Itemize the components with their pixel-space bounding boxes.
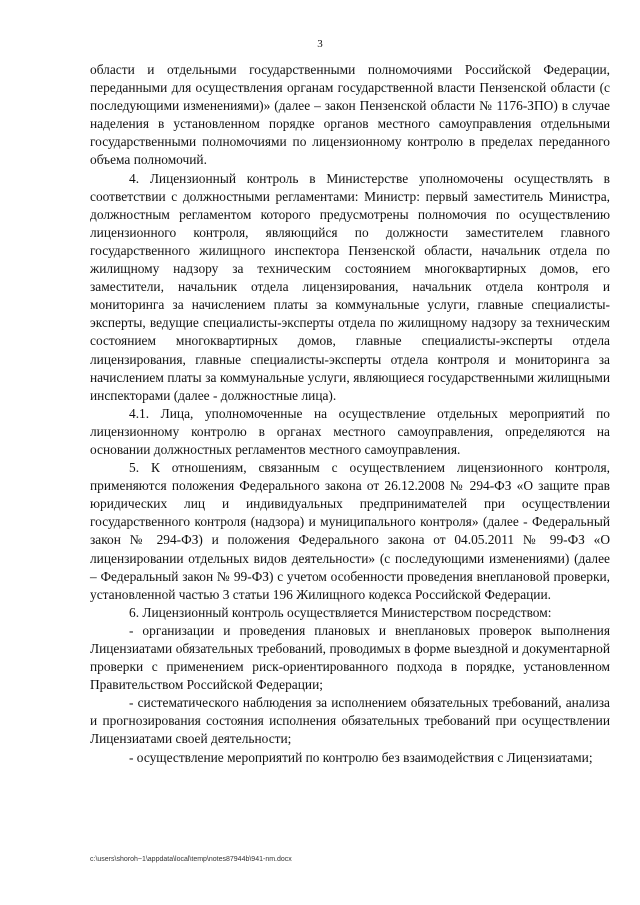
paragraph-closing-previous: области и отдельными государственными полномочиями Российской Федерации, переданными для осуществления органам государственной власти Пензенской области (с последующими изменениями)» (далее – закон Пензенской области № 1176-ЗПО) в случае наделения в установленном порядке органов местного самоуправления отдельными государственными полномочиями по лицензионному контролю в пределах переданного объема полномочий.	[90, 62, 610, 168]
paragraph-4: 4. Лицензионный контроль в Министерстве уполномочены осуществлять в соответствии с должностными регламентами: Министр: первый заместитель Министра, должностным регламентом которого предусмотрены полномочия по осуществлению лицензионного контроля, являющийся по должности заместителем главного государственного жилищного инспектора Пензенской области, начальник отдела по жилищному надзору за техническим состоянием многоквартирных домов, его заместители, начальник отдела лицензирования, начальник отдела контроля и мониторинга за начислением платы за коммунальные услуги, главные специалисты-эксперты, ведущие специалисты-эксперты отдела по жилищному надзору за техническим состоянием многоквартирных домов, главные специалисты-эксперты отдела лицензирования, главные специалисты-эксперты отдела контроля и мониторинга за начислением платы за коммунальные услуги, являющиеся государственными жилищными инспекторами (далее - должностные лица).	[90, 170, 610, 403]
list-item-no-interaction: - осуществление мероприятий по контролю без взаимодействия с Лицензиатами;	[129, 749, 593, 765]
page-number: 3	[317, 38, 323, 50]
list-item-monitoring: - систематического наблюдения за исполнением обязательных требований, анализа и прогнозирования состояния исполнения обязательных требований при осуществлении Лицензиатами своей деятельности;	[90, 695, 610, 747]
file-path-footer: c:\users\shoroh~1\appdata\local\temp\notes87944b\941-nm.docx	[90, 856, 292, 863]
paragraph-5: 5. К отношениям, связанным с осуществлением лицензионного контроля, применяются положения Федерального закона от 26.12.2008 № 294-ФЗ «О защите прав юридических лиц и индивидуальных предпринимателей при осуществлении государственного контроля (надзора) и муниципального контроля» (далее - Федеральный закон № 294-ФЗ) и положения Федерального закона от 04.05.2011 № 99-ФЗ «О лицензировании отдельных видов деятельности» (с последующими изменениями) (далее – Федеральный закон № 99-ФЗ) с учетом особенности проведения внеплановой проверки, установленной частью 3 статьи 196 Жилищного кодекса Российской Федерации.	[90, 460, 610, 602]
list-item-inspections: - организации и проведения плановых и внеплановых проверок выполнения Лицензиатами обязательных требований, проводимых в форме выездной и документарной проверки с применением риск-ориентированного подхода в порядке, установленном Правительством Российской Федерации;	[90, 622, 610, 693]
paragraph-6: 6. Лицензионный контроль осуществляется Министерством посредством:	[129, 604, 552, 620]
document-body	[90, 61, 610, 767]
paragraph-4-1: 4.1. Лица, уполномоченные на осуществление отдельных мероприятий по лицензионному контролю в органах местного самоуправления, определяются на основании должностных регламентов местного самоуправления.	[90, 405, 610, 457]
